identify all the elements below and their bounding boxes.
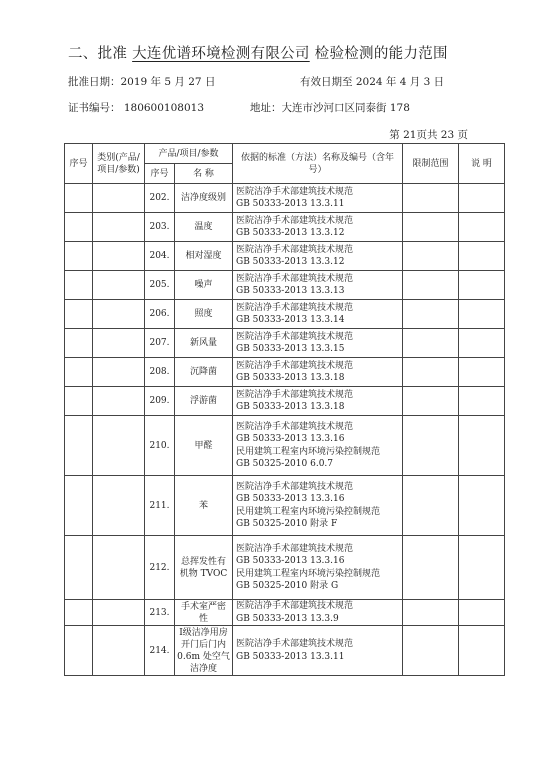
cell-remark [459,271,505,300]
cell-name: 温度 [175,213,233,242]
table-row [65,626,505,676]
cell-seq [65,626,93,676]
standard-line: GB 50333-2013 13.3.13 [236,286,345,296]
header-sub-seq: 序号 [145,164,175,184]
cell-seq [65,213,93,242]
cell-sub-seq: 212. [145,536,175,600]
cell-seq [65,600,93,626]
cell-category [93,600,145,626]
cell-standard [233,536,403,600]
cell-limit [403,476,459,536]
cell-name: 浮游菌 [175,387,233,416]
cell-remark [459,387,505,416]
cell-category [93,387,145,416]
cell-standard [233,300,403,329]
cell-sub-seq: 205. [145,271,175,300]
cell-limit [403,387,459,416]
cell-sub-seq: 207. [145,329,175,358]
cell-seq [65,387,93,416]
cell-sub-seq: 204. [145,242,175,271]
standard-line: GB 50333-2013 13.3.16 [236,494,345,504]
cell-standard [233,213,403,242]
header-standard: 依据的标准（方法）名称及编号（含年号） [233,144,403,184]
cell-sub-seq: 210. [145,416,175,476]
approval-date: 批准日期：2019 年 5 月 27 日 [68,76,216,88]
table-row [65,184,505,213]
cell-category [93,536,145,600]
cell-category [93,271,145,300]
cell-standard [233,242,403,271]
table-row [65,600,505,626]
header-limit: 限制范围 [403,144,459,184]
standard-line: 医院洁净手术部建筑技术规范 [236,360,354,371]
cell-seq [65,300,93,329]
cell-standard [233,329,403,358]
cell-remark [459,476,505,536]
cell-remark [459,626,505,676]
cell-seq [65,358,93,387]
cell-limit [403,416,459,476]
cell-category [93,416,145,476]
standard-line: GB 50325-2010 附录 G [236,581,339,591]
cell-sub-seq: 211. [145,476,175,536]
cell-name: 照度 [175,300,233,329]
cell-category [93,300,145,329]
table-row [65,271,505,300]
cell-sub-seq: 202. [145,184,175,213]
standard-line: GB 50333-2013 13.3.18 [236,373,345,383]
standard-line: GB 50333-2013 13.3.16 [236,556,345,566]
cell-limit [403,242,459,271]
standard-line: GB 50333-2013 13.3.12 [236,257,345,267]
standard-line: 医院洁净手术部建筑技术规范 [236,186,354,197]
cell-standard [233,600,403,626]
standard-line: GB 50333-2013 13.3.12 [236,228,345,238]
address: 地址：大连市沙河口区同泰街 178 [250,102,410,114]
standard-line: 民用建筑工程室内环境污染控制规范 [236,568,381,579]
cell-sub-seq: 209. [145,387,175,416]
cell-limit [403,329,459,358]
cell-limit [403,271,459,300]
cell-category [93,184,145,213]
cell-category [93,213,145,242]
cell-limit [403,626,459,676]
standard-line: 医院洁净手术部建筑技术规范 [236,543,354,554]
cell-standard [233,416,403,476]
standard-line: 医院洁净手术部建筑技术规范 [236,481,354,492]
cell-remark [459,329,505,358]
cell-standard [233,626,403,676]
cell-limit [403,358,459,387]
standard-line: GB 50333-2013 13.3.16 [236,434,345,444]
cell-remark [459,213,505,242]
table-row [65,416,505,476]
cell-seq [65,416,93,476]
table-row [65,329,505,358]
cell-name: 相对湿度 [175,242,233,271]
cell-seq [65,242,93,271]
cell-limit [403,600,459,626]
standard-line: 医院洁净手术部建筑技术规范 [236,389,354,400]
cell-name: 甲醛 [175,416,233,476]
cell-remark [459,242,505,271]
standard-line: 医院洁净手术部建筑技术规范 [236,421,354,432]
cert-number: 证书编号： 180600108013 [68,102,205,114]
standard-line: 医院洁净手术部建筑技术规范 [236,244,354,255]
cell-category [93,329,145,358]
table-row [65,300,505,329]
cell-remark [459,416,505,476]
page-info: 第 21页共 23 页 [389,129,468,141]
valid-until: 有效日期至 2024 年 4 月 3 日 [300,76,445,88]
cell-name: 苯 [175,476,233,536]
table-row [65,213,505,242]
standard-line: 民用建筑工程室内环境污染控制规范 [236,506,381,517]
cell-sub-seq: 203. [145,213,175,242]
table-row [65,242,505,271]
standard-line: 医院洁净手术部建筑技术规范 [236,273,354,284]
cell-category [93,476,145,536]
cell-sub-seq: 206. [145,300,175,329]
standard-line: 民用建筑工程室内环境污染控制规范 [236,446,381,457]
cell-remark [459,600,505,626]
cell-seq [65,271,93,300]
cell-standard [233,271,403,300]
cell-name: 沉降菌 [175,358,233,387]
standard-line: GB 50325-2010 6.0.7 [236,459,334,469]
cell-standard [233,476,403,536]
header-seq: 序号 [65,144,93,184]
standard-line: 医院洁净手术部建筑技术规范 [236,331,354,342]
cell-remark [459,184,505,213]
cell-name: 手术室严密性 [175,600,233,626]
cell-standard [233,387,403,416]
cell-name: 噪声 [175,271,233,300]
page-title [68,42,448,63]
standard-line: GB 50333-2013 13.3.15 [236,344,345,354]
cell-remark [459,536,505,600]
cell-limit [403,536,459,600]
standard-line: GB 50333-2013 13.3.11 [236,199,345,209]
cell-seq [65,536,93,600]
header-sub-name: 名 称 [175,164,233,184]
cell-name: 总挥发性有机物 TVOC [175,536,233,600]
cell-limit [403,213,459,242]
standard-line: 医院洁净手术部建筑技术规范 [236,601,354,611]
cell-category [93,242,145,271]
cell-category [93,358,145,387]
standard-line: GB 50333-2013 13.3.18 [236,402,345,412]
cell-name: Ⅰ级洁净用房开门后门内 0.6m 处空气洁净度 [175,626,233,676]
table-row [65,476,505,536]
header-product-group: 产品/项目/参数 [145,144,233,164]
cell-seq [65,329,93,358]
cell-standard [233,358,403,387]
title-prefix: 二、批准 [68,46,128,62]
cell-sub-seq: 214. [145,626,175,676]
cell-category [93,626,145,676]
standard-line: 医院洁净手术部建筑技术规范 [236,302,354,313]
company-name: 大连优谱环境检测有限公司 [132,46,310,62]
table-row [65,387,505,416]
standard-line: GB 50325-2010 附录 F [236,519,338,529]
standard-line: GB 50333-2013 13.3.9 [236,613,339,624]
cell-seq [65,184,93,213]
standard-line: GB 50333-2013 13.3.11 [236,651,345,662]
cell-name: 新风量 [175,329,233,358]
cell-seq [65,476,93,536]
cell-limit [403,300,459,329]
cell-remark [459,358,505,387]
capability-table [64,143,505,676]
title-suffix: 检验检测的能力范围 [314,46,448,62]
cell-name: 洁净度级别 [175,184,233,213]
standard-line: 医院洁净手术部建筑技术规范 [236,215,354,226]
cell-limit [403,184,459,213]
header-remark: 说 明 [459,144,505,184]
cell-sub-seq: 213. [145,600,175,626]
standard-line: 医院洁净手术部建筑技术规范 [236,639,354,649]
cell-sub-seq: 208. [145,358,175,387]
table-row [65,358,505,387]
standard-line: GB 50333-2013 13.3.14 [236,315,345,325]
header-category: 类别(产品/项目/参数) [93,144,145,184]
table-row [65,536,505,600]
cell-remark [459,300,505,329]
cell-standard [233,184,403,213]
